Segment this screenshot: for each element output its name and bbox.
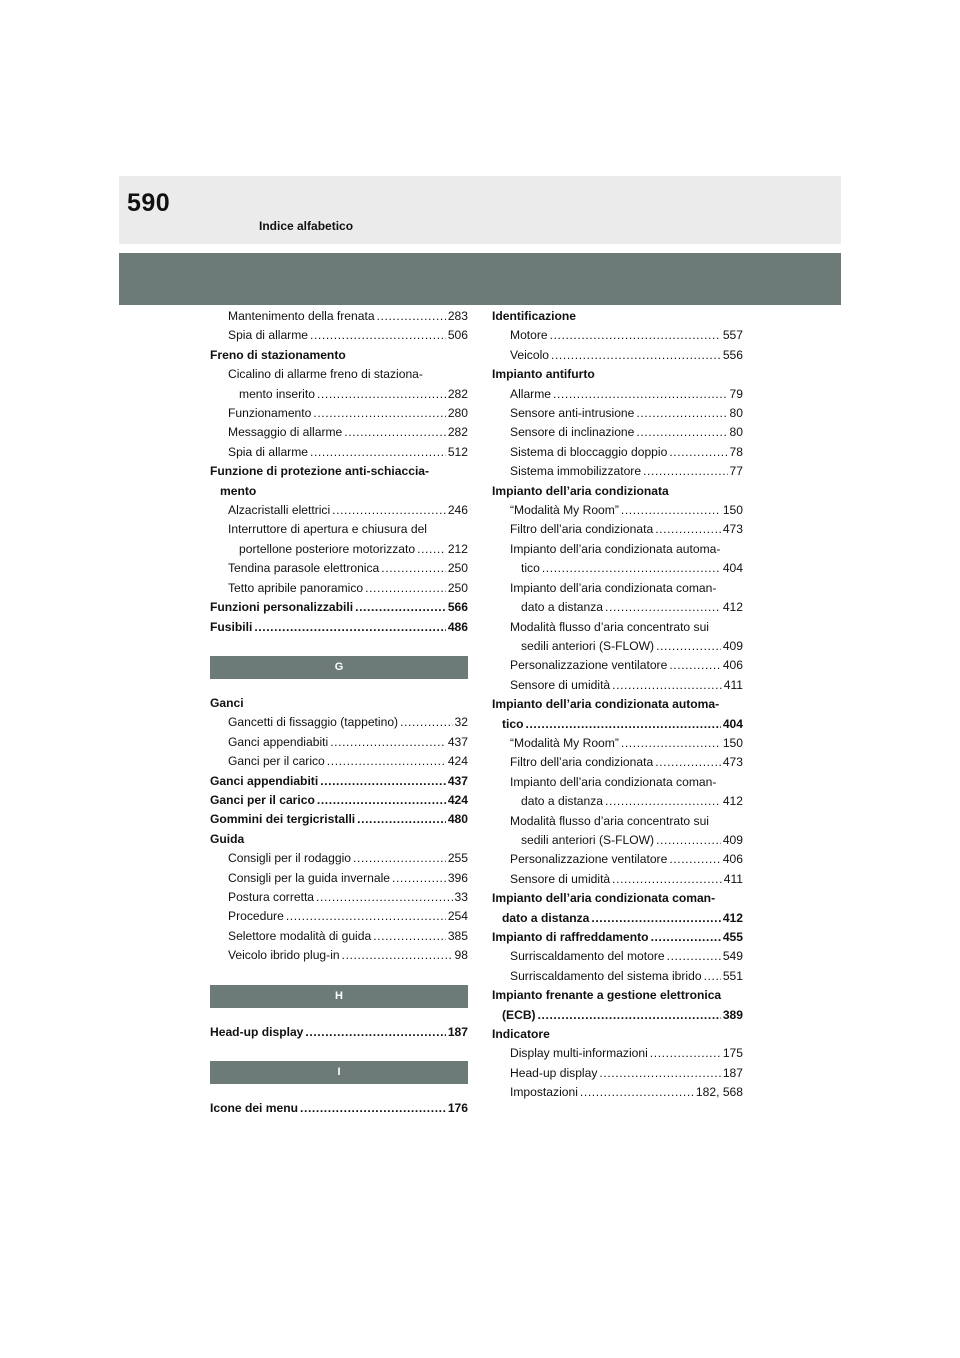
index-entry[interactable] [492, 947, 743, 966]
page-ref[interactable]: 176 [447, 1101, 468, 1115]
page-ref[interactable]: 175 [722, 1046, 743, 1061]
index-entry[interactable] [210, 888, 468, 907]
index-entry[interactable] [210, 385, 468, 404]
entry-text: “Modalità My Room” [510, 735, 619, 750]
dot-leader [392, 869, 446, 888]
dot-leader [550, 326, 721, 345]
entry-text: Mantenimento della frenata [228, 309, 375, 323]
index-entry[interactable] [492, 870, 743, 889]
page-ref[interactable]: 409 [722, 638, 743, 653]
index-letter-bar: I [210, 1061, 468, 1084]
page-ref[interactable]: 280 [447, 406, 468, 421]
entry-text: Sensore di umidità [510, 677, 611, 692]
entry-text: Consigli per la guida invernale [228, 870, 391, 885]
entry-text: Cicalino di allarme freno di staziona- [228, 367, 423, 382]
entry-text: Veicolo ibrido plug-in [228, 948, 340, 963]
entry-text: Spia di allarme [228, 444, 308, 459]
entry-text: Tetto apribile panoramico [228, 580, 364, 595]
dot-leader [305, 1023, 445, 1042]
index-entry[interactable] [210, 423, 468, 442]
index-entry[interactable] [210, 752, 468, 771]
entry-text: Fusibili [210, 619, 253, 634]
entry-text: mento inserito [239, 386, 315, 401]
entry-text: Impianto dell’aria condizionata coman- [510, 774, 717, 789]
index-heading [492, 307, 743, 326]
dot-leader [373, 927, 446, 946]
entry-text: Freno di stazionamento [210, 347, 346, 362]
entry-text: (ECB) [502, 1007, 536, 1022]
entry-text: Head-up display [210, 1024, 304, 1039]
dot-leader [621, 501, 721, 520]
index-entry[interactable] [210, 907, 468, 926]
index-entry[interactable] [210, 733, 468, 752]
page-ref[interactable]: 250 [447, 580, 468, 595]
page-ref[interactable]: 412 [722, 910, 743, 925]
entry-text: Selettore modalità di guida [228, 928, 372, 943]
index-letter-bar: H [210, 985, 468, 1008]
dot-leader [643, 462, 727, 481]
page-ref[interactable]: 480 [447, 812, 468, 827]
index-entry[interactable] [210, 946, 468, 965]
dot-leader [704, 967, 721, 986]
entry-text: Personalizzazione ventilatore [510, 852, 668, 867]
dot-leader [650, 1044, 721, 1063]
index-entry[interactable] [210, 307, 468, 326]
index-entry[interactable] [210, 443, 468, 462]
dot-leader [344, 423, 446, 442]
page-ref[interactable]: 406 [722, 852, 743, 867]
page-ref[interactable]: 78 [729, 444, 743, 459]
header-band [119, 253, 841, 305]
dot-leader [538, 1006, 721, 1025]
page-ref[interactable]: 437 [447, 734, 468, 749]
dot-leader [330, 733, 446, 752]
index-entry[interactable] [492, 598, 743, 617]
entry-text: Allarme [510, 386, 551, 401]
dot-leader [605, 792, 721, 811]
dot-leader [286, 907, 446, 926]
dot-leader [320, 772, 446, 791]
dot-leader [526, 715, 721, 734]
dot-leader [353, 849, 446, 868]
dot-leader [342, 946, 453, 965]
page-ref[interactable]: 32 [454, 715, 468, 730]
dot-leader [357, 810, 446, 829]
dot-leader [636, 404, 727, 423]
index-entry[interactable] [210, 1099, 468, 1118]
dot-leader [400, 713, 452, 732]
index-entry[interactable] [492, 734, 743, 753]
dot-leader [313, 404, 445, 423]
entry-text: Display multi-informazioni [510, 1046, 648, 1061]
index-entry[interactable] [492, 928, 743, 947]
entry-text: Funzionamento [228, 406, 312, 421]
index-entry [492, 618, 743, 637]
dot-leader [365, 579, 446, 598]
index-entry[interactable] [492, 637, 743, 656]
dot-leader [636, 423, 727, 442]
index-entry[interactable] [492, 909, 743, 928]
entry-text: Procedure [228, 909, 284, 924]
entry-text: Interruttore di apertura e chiusura del [228, 522, 427, 537]
index-entry[interactable] [210, 501, 468, 520]
dot-leader [621, 734, 721, 753]
entry-text: Impianto frenante a gestione elettronica [492, 988, 722, 1003]
page-ref[interactable]: 437 [447, 773, 468, 788]
dot-leader [317, 385, 446, 404]
entry-text: Sensore anti-intrusione [510, 406, 635, 421]
index-heading [492, 1025, 743, 1044]
page-ref[interactable]: 282 [447, 386, 468, 401]
page-ref[interactable]: 486 [447, 619, 468, 634]
page-ref[interactable]: 557 [722, 328, 743, 343]
entry-text: Modalità flusso d’aria concentrato sui [510, 813, 709, 828]
index-entry[interactable] [210, 598, 468, 617]
dot-leader [655, 520, 721, 539]
page-ref[interactable]: 404 [722, 561, 743, 576]
page-ref[interactable]: 187 [722, 1065, 743, 1080]
index-entry[interactable] [492, 404, 743, 423]
index-heading [492, 695, 743, 714]
entry-text: Impianto dell’aria condizionata automa- [510, 541, 721, 556]
dot-leader [655, 753, 721, 772]
index-entry[interactable] [492, 559, 743, 578]
entry-text: Sistema di bloccaggio doppio [510, 444, 668, 459]
entry-text: “Modalità My Room” [510, 503, 619, 518]
page-ref[interactable]: 182, 568 [695, 1085, 743, 1100]
entry-text: tico [521, 561, 540, 576]
index-entry[interactable] [492, 501, 743, 520]
entry-text: Ganci [210, 695, 244, 710]
entry-text: Impianto di raffreddamento [492, 930, 649, 944]
entry-text: Guida [210, 831, 245, 846]
index-entry[interactable] [492, 1044, 743, 1063]
page-ref[interactable]: 385 [447, 928, 468, 943]
index-heading [210, 482, 468, 501]
index-entry[interactable] [210, 772, 468, 791]
index-entry[interactable] [210, 1023, 468, 1042]
page-ref[interactable]: 404 [722, 716, 743, 731]
entry-text: Tendina parasole elettronica [228, 561, 380, 576]
page-ref[interactable]: 411 [723, 871, 743, 886]
page-ref[interactable]: 424 [447, 754, 468, 769]
section-title: Indice alfabetico [259, 219, 354, 233]
dot-leader [553, 385, 728, 404]
dot-leader [669, 850, 721, 869]
dot-leader [254, 618, 445, 637]
entry-text: Postura corretta [228, 889, 315, 904]
index-entry[interactable] [492, 462, 743, 481]
entry-text: Consigli per il rodaggio [228, 851, 352, 866]
entry-text: Alzacristalli elettrici [228, 503, 331, 518]
page-ref[interactable]: 473 [722, 522, 743, 537]
entry-text: Surriscaldamento del sistema ibrido [510, 968, 702, 983]
page-ref[interactable]: 556 [722, 347, 743, 362]
entry-text: Funzioni personalizzabili [210, 600, 354, 615]
entry-text: Impianto dell’aria condizionata coman- [492, 891, 716, 906]
page-ref[interactable]: 282 [447, 425, 468, 440]
dot-leader [377, 307, 446, 326]
page-ref[interactable]: 283 [447, 309, 468, 323]
page-ref[interactable]: 406 [722, 658, 743, 673]
index-entry[interactable] [492, 346, 743, 365]
page-ref[interactable]: 424 [447, 792, 468, 807]
index-entry[interactable] [210, 713, 468, 732]
index-entry [492, 579, 743, 598]
page-ref[interactable]: 33 [454, 889, 468, 904]
dot-leader [667, 947, 721, 966]
dot-leader [599, 1064, 720, 1083]
entry-text: Spia di allarme [228, 328, 308, 343]
index-entry [210, 365, 468, 384]
dot-leader [591, 909, 720, 928]
dot-leader [551, 346, 721, 365]
entry-text: Gancetti di fissaggio (tappetino) [228, 715, 399, 730]
entry-text: Ganci per il carico [228, 754, 325, 769]
index-heading [492, 889, 743, 908]
dot-leader [417, 540, 446, 559]
page-ref[interactable]: 212 [447, 541, 468, 556]
page-ref[interactable]: 549 [722, 949, 743, 964]
entry-text: tico [502, 716, 524, 731]
entry-text: dato a distanza [521, 600, 604, 615]
entry-text: Messaggio di allarme [228, 425, 343, 440]
entry-text: Sistema immobilizzatore [510, 464, 642, 479]
index-entry[interactable] [492, 850, 743, 869]
entry-text: Ganci appendiabiti [210, 773, 319, 788]
dot-leader [612, 676, 722, 695]
page-ref[interactable]: 506 [447, 328, 468, 343]
dot-leader [656, 637, 721, 656]
entry-text: Head-up display [510, 1065, 598, 1080]
entry-text: Personalizzazione ventilatore [510, 658, 668, 673]
entry-text: Icone dei menu [210, 1101, 299, 1115]
page-ref[interactable]: 473 [722, 755, 743, 770]
index-heading [210, 462, 468, 481]
index-entry [492, 773, 743, 792]
entry-text: Indicatore [492, 1027, 550, 1042]
page-ref[interactable]: 551 [722, 968, 743, 983]
index-entry[interactable] [210, 540, 468, 559]
index-entry[interactable] [210, 326, 468, 345]
page-ref[interactable]: 566 [447, 600, 468, 615]
index-entry[interactable] [492, 792, 743, 811]
dot-leader [542, 559, 721, 578]
index-letter-bar: G [210, 656, 468, 679]
page-number: 590 [127, 189, 171, 217]
index-column-right [492, 307, 743, 1103]
dot-leader [310, 326, 446, 345]
index-entry [492, 812, 743, 831]
entry-text: Filtro dell’aria condizionata [510, 755, 654, 770]
index-entry[interactable] [492, 753, 743, 772]
page-ref[interactable]: 250 [447, 561, 468, 576]
index-entry[interactable] [492, 831, 743, 850]
entry-text: Impostazioni [510, 1085, 578, 1100]
index-heading [492, 482, 743, 501]
entry-text: Surriscaldamento del motore [510, 949, 665, 964]
page-ref[interactable]: 80 [729, 406, 743, 421]
entry-text: Impianto antifurto [492, 367, 595, 382]
index-entry [492, 540, 743, 559]
entry-text: dato a distanza [502, 910, 590, 925]
dot-leader [327, 752, 446, 771]
dot-leader [612, 870, 722, 889]
page-ref[interactable]: 455 [722, 930, 743, 944]
entry-text: Gommini dei tergicristalli [210, 812, 356, 827]
dot-leader [669, 443, 727, 462]
index-entry[interactable] [210, 927, 468, 946]
index-entry [210, 520, 468, 539]
entry-text: sedili anteriori (S-FLOW) [521, 638, 655, 653]
entry-text: Impianto dell’aria condizionata coman- [510, 580, 717, 595]
index-entry[interactable] [492, 326, 743, 345]
index-entry[interactable] [210, 579, 468, 598]
index-heading [492, 986, 743, 1005]
index-entry[interactable] [492, 676, 743, 695]
entry-text: sedili anteriori (S-FLOW) [521, 832, 655, 847]
page-ref[interactable]: 255 [447, 851, 468, 866]
entry-text: Filtro dell’aria condizionata [510, 522, 654, 537]
page-ref[interactable]: 246 [447, 503, 468, 518]
index-heading [210, 694, 468, 713]
index-entry[interactable] [210, 810, 468, 829]
dot-leader [300, 1099, 446, 1118]
dot-leader [656, 831, 721, 850]
entry-text: Identificazione [492, 309, 576, 323]
index-heading [210, 346, 468, 365]
entry-text: mento [220, 483, 257, 498]
dot-leader [381, 559, 446, 578]
dot-leader [605, 598, 721, 617]
entry-text: Impianto dell’aria condizionata [492, 483, 669, 498]
index-entry[interactable] [492, 715, 743, 734]
dot-leader [580, 1083, 694, 1102]
dot-leader [651, 928, 721, 947]
index-entry[interactable] [210, 618, 468, 637]
index-entry[interactable] [210, 791, 468, 810]
page-ref[interactable]: 389 [722, 1007, 743, 1022]
page-ref[interactable]: 411 [723, 677, 743, 692]
entry-text: Impianto dell’aria condizionata automa- [492, 697, 720, 712]
index-entry[interactable] [210, 559, 468, 578]
index-entry[interactable] [492, 656, 743, 675]
page-ref[interactable]: 150 [722, 735, 743, 750]
index-entry[interactable] [492, 520, 743, 539]
index-entry[interactable] [210, 869, 468, 888]
page-ref[interactable]: 98 [454, 948, 468, 963]
entry-text: Veicolo [510, 347, 549, 362]
page-ref[interactable]: 187 [447, 1024, 468, 1039]
entry-text: Ganci per il carico [210, 792, 315, 807]
index-entry[interactable] [210, 849, 468, 868]
header-bar [119, 176, 841, 244]
entry-text: dato a distanza [521, 794, 604, 809]
entry-text: Modalità flusso d’aria concentrato sui [510, 619, 709, 634]
dot-leader [316, 888, 453, 907]
index-entry[interactable] [492, 385, 743, 404]
dot-leader [669, 656, 721, 675]
entry-text: Funzione di protezione anti-schiaccia- [210, 464, 430, 479]
index-entry[interactable] [492, 1006, 743, 1025]
page-ref[interactable]: 254 [447, 909, 468, 924]
index-entry[interactable] [210, 404, 468, 423]
index-heading [492, 365, 743, 384]
page-ref[interactable]: 79 [729, 386, 743, 401]
index-entry[interactable] [492, 967, 743, 986]
page-ref[interactable]: 150 [722, 503, 743, 518]
index-heading [210, 830, 468, 849]
dot-leader [355, 598, 446, 617]
dot-leader [310, 443, 446, 462]
page-ref[interactable]: 412 [722, 794, 743, 809]
entry-text: Ganci appendiabiti [228, 734, 329, 749]
index-entry[interactable] [492, 443, 743, 462]
page-ref[interactable]: 409 [722, 832, 743, 847]
index-column-left [210, 307, 468, 1118]
dot-leader [317, 791, 446, 810]
page-ref[interactable]: 80 [729, 425, 743, 440]
page-ref[interactable]: 396 [447, 870, 468, 885]
index-entry[interactable] [492, 1064, 743, 1083]
entry-text: Sensore di umidità [510, 871, 611, 886]
index-entry[interactable] [492, 423, 743, 442]
page-ref[interactable]: 512 [447, 444, 468, 459]
page-ref[interactable]: 412 [722, 600, 743, 615]
index-entry[interactable] [492, 1083, 743, 1102]
entry-text: portellone posteriore motorizzato [239, 541, 416, 556]
page-ref[interactable]: 77 [729, 464, 743, 479]
entry-text: Sensore di inclinazione [510, 425, 635, 440]
entry-text: Motore [510, 328, 548, 343]
dot-leader [332, 501, 446, 520]
